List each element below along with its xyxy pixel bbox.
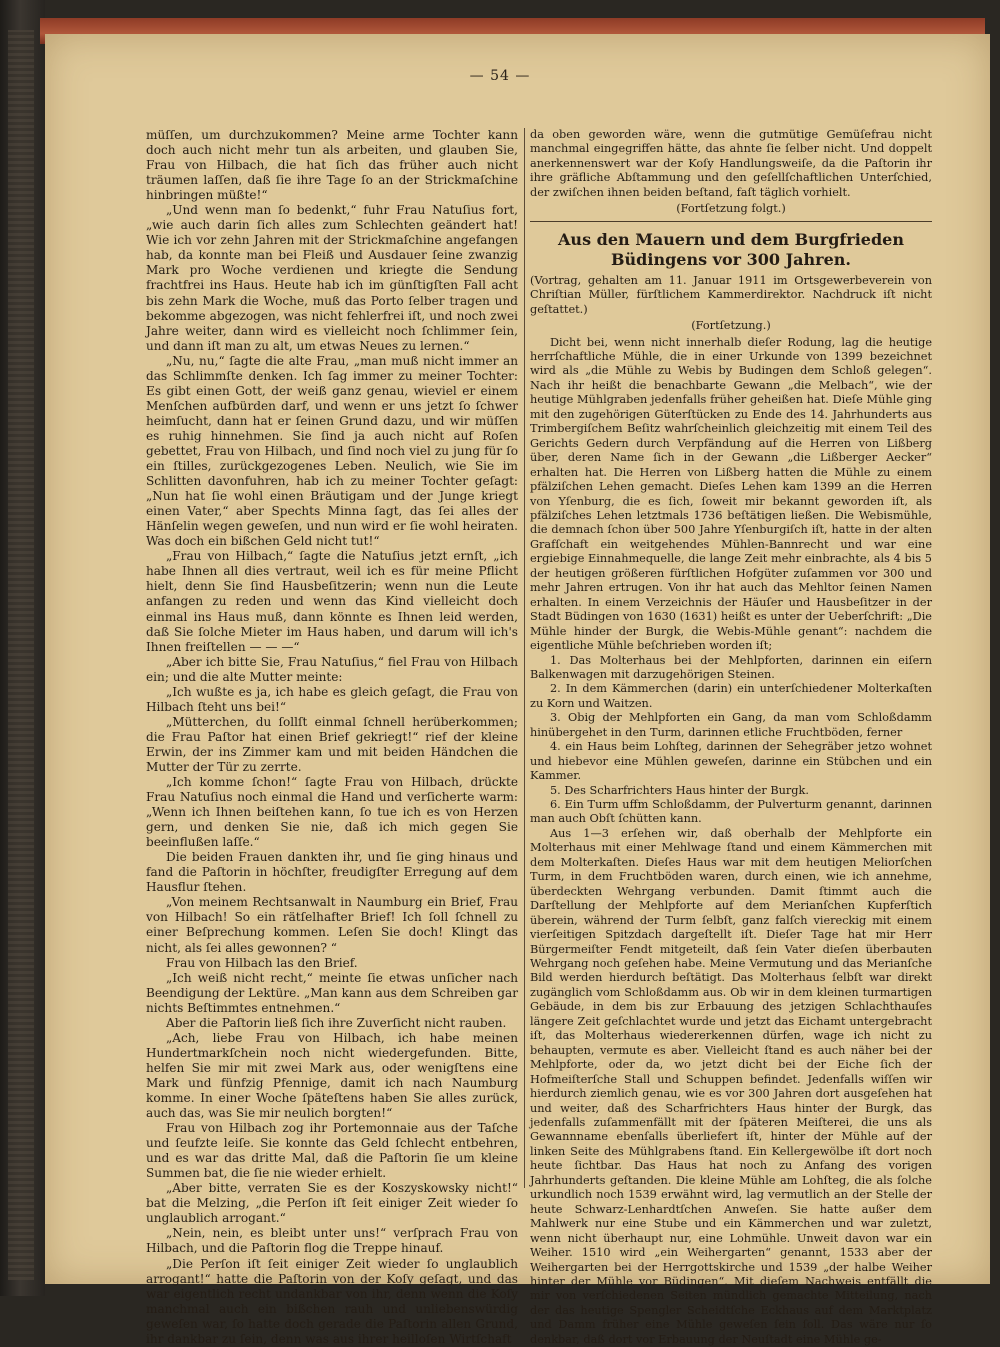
story-paragraph: Aber die Paſtorin ließ ſich ihre Zuverſicht nicht rauben. (166, 1015, 507, 1030)
article-paragraph: 6. Ein Turm uffm Schloßdamm, der Pulverturm genannt, darinnen man auch Obſt ſchütten kann. (530, 798, 932, 826)
story-paragraph: „Ich wußte es ja, ich habe es gleich geſagt, die Frau von Hilbach ſteht uns bei!“ (146, 684, 518, 714)
continuation-note: (Fortſetzung.) (691, 319, 771, 333)
article-paragraph: 4. ein Haus beim Lohſteg, darinnen der Sehegräber jetzo wohnet und hiebevor eine Mühlen geweſen, darinne ein Stübchen und ein Kammer. (530, 740, 932, 783)
article-headline: Aus den Mauern und dem Burgfrieden Büdingens vor 300 Jahren. (558, 229, 904, 269)
story-paragraph: „Von meinem Rechtsanwalt in Naumburg ein Brief, Frau von Hilbach! So ein rätſelhafter Brief! Ich ſoll ſchnell zu einer Beſprechung kommen. Leſen Sie doch! Klingt das nicht, als ſei alles gewonnen? “ (146, 895, 518, 955)
article-paragraph: 3. Obig der Mehlpforten ein Gang, da man vom Schloßdamm hinübergehet in den Turm, darinnen etliche Fruchtböden, ferner (530, 711, 932, 739)
article-paragraph: Aus 1—3 erſehen wir, daß oberhalb der Mehlpforte ein Molterhaus mit einer Mehlwage ſtand und einem Kämmerchen mit dem Molterkaſten. Dieſes Haus war mit dem heutigen Meliorſchen Turm, in dem Fruchtböden waren, durch einen, wie ich annehme, überdeckten Wehrgang verbunden. Damit ſtimmt auch die Darſtellung der Mehlpforte auf dem Merianſchen Kupferſtich überein, während der Turm ſelbſt, ganz falſch viereckig mit einem vierſeitigen Spitzdach dargeſtellt iſt. Dieſer Tage hat mir Herr Bürgermeiſter Fendt mitgeteilt, daß ſein Vater dieſen überbauten Wehrgang noch geſehen habe. Meine Vermutung und das Merianſche Bild werden hierdurch beſtätigt. Das Molterhaus ſelbſt war direkt zugänglich vom Schloßdamm aus. Ob wir in dem kleinen turmartigen Gebäude, in dem bis zur Erbauung des jetzigen Schlachthauſes längere Zeit geſchlachtet wurde und jetzt das Eichamt untergebracht iſt, das Molterhaus wiedererkennen dürfen, wage ich nicht zu behaupten, vermute es aber. Vielleicht ſtand es auch näher bei der Mehlpforte, oder da, wo jetzt dicht bei der Eiche ſich der Hofmeiſterſche Stall und Schuppen befindet. Jedenfalls wiſſen wir hierdurch ziemlich genau, wie es vor 300 Jahren dort ausgeſehen hat und weiter, daß des Scharfrichters Haus hinter der Burgk, das jedenfalls zuſammenfällt mit der ſpäteren Meiſterei, die uns als Gewannname ebenſalls überliefert iſt, hinter der Mühle auf der linken Seite des Mühlgrabens ſtand. Ein Kellergewölbe iſt dort noch heute ſichtbar. Das Haus hat noch zu Anfang des vorigen Jahrhunderts geſtanden. Die kleine Mühle am Lohſteg, die als ſolche urkundlich noch 1539 erwähnt wird, lag vermutlich an der Stelle der heute Schwarz-Lenhardtſchen Anweſen. Sie hatte außer dem Mahlwerk nur eine Stube und ein Kämmerchen und war zuletzt, wenn nicht überhaupt nur, eine Lohmühle. Unweit davon war ein Weiher. 1510 wird „ein Weihergarten“ genannt, 1533 aber der Weihergarten bei der Herrgottskirche und 1539 „der halbe Weiher hinter der Mühle vor Büdingen“. Mit dieſem Nachweis entfällt die mir von verſchiedenen Seiten mündlich gemachte Mitteilung, nach der das heutige Spengler Scheidtſche Eckhaus auf dem Marktplatz und Damm früher eine Mühle geweſen ſein ſoll. Das wäre nur ſo denkbar, daß dort vor Erbauung der Neuſtadt eine Mühle ge- (530, 826, 932, 1346)
story-paragraph: „Und wenn man ſo bedenkt,“ fuhr Frau Natuſius fort, „wie auch darin ſich alles zum Schlechten geändert hat! Wie ich vor zehn Jahren mit der Strickmaſchine angefangen hab, da konnte man bei Fleiß und Ausdauer ſeine zwanzig Mark pro Woche verdienen und kriegte die Sendung frachtfrei ins Haus. Heute hab ich im günſtigſten Fall acht bis zehn Mark die Woche, muß das Porto ſelber tragen und bekomme abgezogen, was nicht fehlerfrei iſt, und noch zwei Jahre weiter, dann wird es vielleicht noch ſchlimmer ſein, und dann iſt man zu alt, um etwas Neues zu lernen.“ (146, 203, 518, 353)
story-ending: da oben geworden wäre, wenn die gutmütige Gemüſefrau nicht manchmal eingegriffen hätte, das ahnte ſie ſelber nicht. Und doppelt anerkennenswert war der Koſy Handlungsweiſe, da die Paſtorin ihr ihre gräfliche Abſtammung und den geſellſchaftlichen Unterſchied, der zwiſchen ihnen beiden beſtand, faſt täglich vorhielt. (530, 128, 932, 199)
story-paragraph: „Frau von Hilbach,“ ſagte die Natuſius jetzt ernſt, „ich habe Ihnen all dies vertraut, weil ich es für meine Pflicht hielt, denn Sie ſind Hausbeſitzerin; wenn nun die Leute anfangen zu reden und wenn das Kind vielleicht doch einmal ins Haus muß, dann könnte es Ihnen leid werden, daß Sie ſolche Mieter im Haus haben, und darum will ich's Ihnen freiſtellen — — —“ (146, 549, 518, 654)
story-paragraph: „Aber bitte, verraten Sie es der Koszyskowsky nicht!“ bat die Melzing, „die Perſon iſt ſeit einiger Zeit wieder ſo unglaublich arrogant.“ (146, 1181, 518, 1226)
story-paragraph: „Nu, nu,“ ſagte die alte Frau, „man muß nicht immer an das Schlimmſte denken. Ich ſag immer zu meiner Tochter: Es gibt einen Gott, der weiß ganz genau, wieviel er einem Menſchen aufbürden darf, und wenn er uns jetzt ſo ſchwer heimſucht, dann hat er ſeinen Grund dazu, und wir müſſen es ruhig hinnehmen. Sie ſind ja auch nicht auf Roſen gebettet, Frau von Hilbach, und ſind noch viel zu jung für ſo ein ſtilles, zurückgezogenes Leben. Neulich, wie Sie im Schlitten davonfuhren, hab ich zu meiner Tochter geſagt: „Nun hat ſie wohl einen Bräutigam und der Junge kriegt einen Vater,“ aber Spechts Minna ſagt, das ſei alles der Hänſelin wegen geweſen, und nun wird er ſie wohl heiraten. Was doch ein bißchen Geld nicht tut!“ (146, 353, 518, 549)
column-rule (524, 128, 525, 1188)
story-paragraph: „Ich komme ſchon!“ ſagte Frau von Hilbach, drückte Frau Natuſius noch einmal die Hand und verſicherte warm: „Wenn ich Ihnen beiſtehen kann, ſo tue ich es von Herzen gern, und denken Sie nie, daß ich mich gegen Sie beeinflußen laſſe.“ (146, 775, 518, 850)
article-paragraph: 1. Das Molterhaus bei der Mehlpforten, darinnen ein eiſern Balkenwagen mit darzugehörigen Steinen. (530, 653, 932, 681)
story-paragraph: „Ich weiß nicht recht,“ meinte ſie etwas unſicher nach Beendigung der Lektüre. „Man kann aus dem Schreiben gar nichts Beſtimmtes entnehmen.“ (146, 970, 518, 1015)
page-number: — 54 — (469, 68, 531, 84)
book-binding (0, 0, 45, 1296)
right-column (530, 128, 932, 1347)
story-paragraph: „Mütterchen, du ſollſt einmal ſchnell herüberkommen; die Frau Paſtor hat einen Brief gekriegt!“ rief der kleine Erwin, der ins Zimmer kam und mit beiden Händchen die Mutter der Tür zu zerrte. (146, 714, 518, 774)
story-paragraph: Die beiden Frauen dankten ihr, und ſie ging hinaus und fand die Paſtorin in höchſter, freudigſter Erregung auf dem Hausflur ſtehen. (146, 850, 518, 895)
story-paragraph: „Die Perſon iſt ſeit einiger Zeit wieder ſo unglaublich arrogant!“ hatte die Paſtorin von der Koſy geſagt, und das war eigentlich recht undankbar von ihr, denn wenn die Koſy manchmal auch ein bißchen rauh und unliebenswürdig geweſen war, ſo hatte doch gerade die Paſtorin allen Grund, ihr dankbar zu ſein, denn was aus ihrer heilloſen Wirtſchaft (146, 1256, 518, 1346)
story-paragraph: müſſen, um durchzukommen? Meine arme Tochter kann doch auch nicht mehr tun als arbeiten, und glauben Sie, Frau von Hilbach, die hat ſich das früher auch nicht träumen laſſen, daß ſie ihre Tage ſo an der Strickmaſchine hinbringen müßte!“ (146, 128, 518, 203)
left-column (146, 128, 518, 1347)
story-paragraph: „Nein, nein, es bleibt unter uns!“ verſprach Frau von Hilbach, und die Paſtorin flog die Treppe hinauf. (146, 1226, 518, 1256)
story-paragraph: Frau von Hilbach zog ihr Portemonnaie aus der Taſche und ſeufzte leiſe. Sie konnte das Geld ſchlecht entbehren, und es war das dritte Mal, daß die Paſtorin ſie um kleine Summen bat, die ſie nie wieder erhielt. (146, 1121, 518, 1181)
story-paragraph: Frau von Hilbach las den Brief. (166, 955, 358, 970)
article-body (530, 336, 932, 1347)
article-subtitle: (Vortrag, gehalten am 11. Januar 1911 im Ortsgewerbeverein von Chriſtian Müller, fürſtlichem Kammerdirektor. Nachdruck iſt nicht geſtattet.) (530, 273, 932, 316)
article-paragraph: Dicht bei, wenn nicht innerhalb dieſer Rodung, lag die heutige herrſchaftliche Mühle, die in einer Urkunde von 1399 bezeichnet wird als „die Mühle zu Webis by Budingen dem Schloß gelegen“. Nach ihr heißt die benachbarte Gewann „die Melbach“, wie der heutige Mühlgraben jedenfalls früher geheißen hat. Dieſe Mühle ging mit den zugehörigen Güterſtücken zu Ende des 14. Jahrhunderts aus Trimbergiſchem Beſitz wahrſcheinlich gleichzeitig mit einem Teil des Gerichts Gedern durch Verpfändung auf die Herren von Lißberg über, deren Name ſich in der Gewann „die Lißberger Aecker“ erhalten hat. Die Herren von Lißberg hatten die Mühle zu einem pfälziſchen Lehen gemacht. Dieſes Lehen kam 1399 an die Herren von Yſenburg, die es ſich, ſoweit mir bekannt geworden iſt, als pfälziſches Lehen letztmals 1736 beſtätigen ließen. Die Webismühle, die demnach ſchon über 500 Jahre Yſenburgiſch iſt, hatte in der alten Grafſchaft ein weitgehendes Mühlen-Bannrecht und war eine ergiebige Einnahmequelle, die lange Zeit mehr einbrachte, als 4 bis 5 der heutigen größeren fürſtlichen Hofgüter zuſammen vor 300 und mehr Jahren ertrugen. Von ihr hat auch das Mehltor ſeinen Namen erhalten. In einem Verzeichnis der Häuſer und Hausbeſitzer in der Stadt Büdingen von 1630 (1631) heißt es unter der Ueberſchrift: „Die Mühle hinder der Burgk, die Webis-Mühle genant“: nachdem die eigentliche Mühle beſchrieben worden iſt; (530, 335, 932, 653)
article-paragraph: 2. In dem Kämmerchen (darin) ein unterſchiedener Molterkaſten zu Korn und Waitzen. (530, 682, 932, 710)
story-paragraph: „Ach, liebe Frau von Hilbach, ich habe meinen Hundertmarkſchein noch nicht wiedergefunden. Bitte, helfen Sie mir mit zwei Mark aus, oder wenigſtens eine Mark und fünfzig Pfennige, damit ich nach Naumburg komme. In einer Woche ſpäteſtens haben Sie alles zurück, auch das, was Sie mir neulich borgten!“ (146, 1030, 518, 1121)
section-divider (530, 221, 932, 222)
binding-strip (8, 30, 34, 1280)
story-paragraph: „Aber ich bitte Sie, Frau Natuſius,“ fiel Frau von Hilbach ein; und die alte Mutter meinte: (146, 654, 518, 684)
article-paragraph: 5. Des Scharfrichters Haus hinter der Burgk. (550, 783, 809, 797)
continued-note: (Fortſetzung folgt.) (676, 202, 786, 216)
